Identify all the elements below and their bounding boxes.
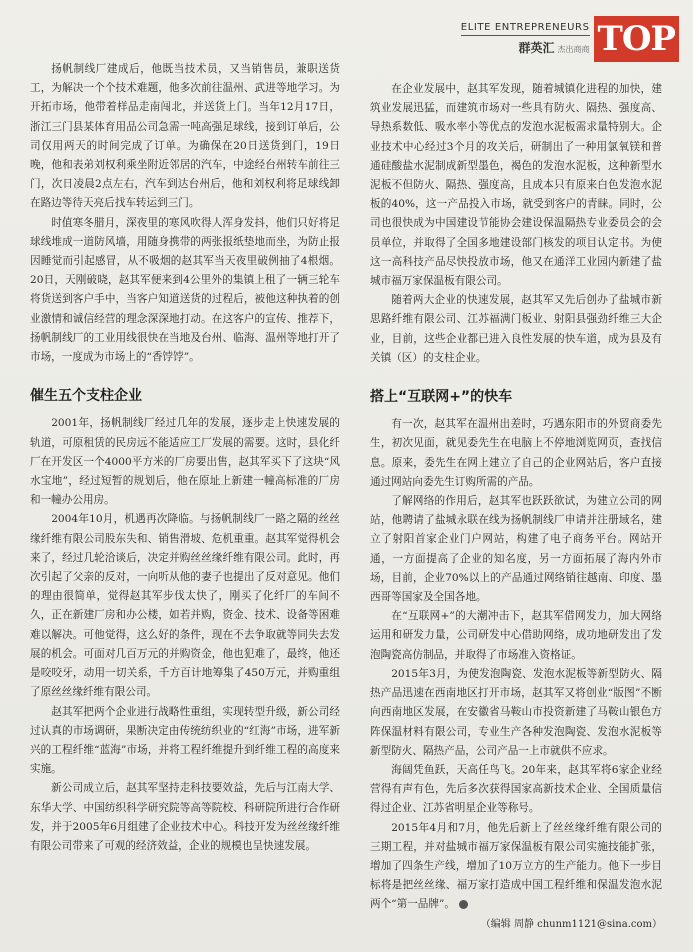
right-paragraph-3: 有一次，赵其军在温州出差时，巧遇东阳市的外贸商委先生，初次见面，就见委先生在电脑上不停地浏览网页，查找信息。原来，委先生在网上建立了自己的企业网站后，客户直接通过网站向委先生订购所需的产品。 (370, 418, 662, 488)
right-paragraph-8-text: 2015年4月和7月，他先后新上了丝丝缘纤维有限公司的三期工程，并对盐城市福万家保温板有限公司实施技能扩张，增加了四条生产线，增加了10万立方的生产能力。他下一步目标将是把丝丝缘、福万家打造成中国工程纤维和保温发泡水泥两个“第一品牌”。 (370, 821, 662, 911)
right-paragraph-7: 海阔凭鱼跃，天高任鸟飞。20年来，赵其军将6家企业经营得有声有色，先后多次获得国家高新技术企业、全国质量信得过企业、江苏省明星企业等称号。 (370, 763, 662, 815)
left-paragraph-1: 扬帆制线厂建成后，他既当技术员，又当销售员，兼职送货工，为解决一个个技术难题，他多次前往温州、武进等地学习。为开拓市场，他带着样品走南闯北，并送货上门。当年12月17日，浙江三门县某体育用品公司急需一吨高强足球线，接到订单后，公司仅用两天的时间完成了订单。为确保在20日送货到门，19日晚，他和表弟刘权利乘坐附近邻居的汽车，中途经台州转车前往三门，次日凌晨2点左右，汽车到达台州后，他和刘权利将足球线卸在路边等待天亮后找车转运到三门。 (30, 63, 340, 210)
end-mark-icon (459, 900, 468, 909)
left-paragraph-2: 时值寒冬腊月，深夜里的寒风吹得人浑身发抖，他们只好将足球线堆成一道防风墙，用随身携带的两张报纸垫地而坐，为防止报因睡觉而引起感冒，从不吸烟的赵其军当天夜里破例抽了4根烟。20日，天刚破晓，赵其军便来到4公里外的集镇上租了一辆三轮车将货送到客户手中，当客户知道送货的过程后，被他这种执着的创业激情和诚信经营的理念深深地打动。在这客户的宣传、推荐下，扬帆制线厂的工业用线很快在当地及台州、临海、温州等地打开了市场，一度成为市场上的“香饽饽”。 (30, 216, 340, 364)
right-column (370, 80, 662, 934)
right-paragraph-5: 在“互联网+”的大潮冲击下，赵其军借网发力，加大网络运用和研发力量，公司研发中心借助网络，成功地研发出了发泡陶瓷高仿制品，并取得了市场准入资格证。 (370, 610, 662, 661)
right-section-heading: 搭上“互联网+”的快车 (370, 389, 513, 406)
right-paragraph-8 (370, 819, 662, 915)
top-badge: TOP (594, 16, 679, 62)
brand-text (461, 16, 594, 62)
left-paragraph-6: 新公司成立后，赵其军坚持走科技要效益，先后与江南大学、东华大学、中国纺织科学研究院等高等院校、科研院所进行合作研发，并于2005年6月组建了企业技术中心。科技开发为丝丝缘纤维有限公司带来了可观的经济效益，企业的规模也呈快速发展。 (30, 782, 340, 852)
left-paragraph-4: 2004年10月，机遇再次降临。与扬帆制线厂一路之隔的丝丝缘纤维有限公司股东失和、销售滑坡、危机重重。赵其军觉得机会来了，经过几轮洽谈后，决定并购丝丝缘纤维有限公司。此时，再次引起了父亲的反对，一向听从他的妻子也提出了反对意见。他们的理由很简单，觉得赵其军步伐太快了，刚买了化纤厂的车间不久，正在新建厂房和办公楼，如若并购，资金、技术、设备等困难难以解决。可他觉得，这么好的条件，现在不去争取就等同失去发展的机会。可面对几百万元的并购资金，他也犯难了，最终，他还是咬咬牙，动用一切关系，千方百计地筹集了450万元，并购重组了原丝丝缘纤维有限公司。 (30, 513, 340, 699)
right-paragraph-6: 2015年3月，为使发泡陶瓷、发泡水泥板等新型防火、隔热产品迅速在西南地区打开市场，赵其军又将创业“版图”不断向西南地区发展，在安徽省马鞍山市投资新建了马鞍山银色方阵保温材料有限公司，专业生产各种发泡陶瓷、发泡水泥板等新型防火、隔热产品，公司产品一上市就供不应求。 (370, 667, 662, 757)
brand-header (461, 16, 679, 62)
right-paragraph-1: 在企业发展中，赵其军发现，随着城镇化进程的加快，建筑业发展迅猛，而建筑市场对一些具有防火、隔热、强度高、导热系数低、吸水率小等优点的发泡水泥板需求量特别大。企业技术中心经过3个月的攻关后，研制出了一种用氯氧镁和普通硅酸盐水泥制成新型墨色，褐色的发泡水泥板，这种新型水泥板不但防火、隔热、强度高，且成本只有原来白色发泡水泥板的40%，这一产品投入市场，就受到客户的青睐。同时，公司也很快成为中国建设节能协会建设保温隔热专业委员会的会员单位，并取得了全国多地建设部门核发的项目认定书。为使这一高科技产品尽快投放市场，他又在通洋工业园内新建了盐城市福万家保温板有限公司。 (370, 83, 662, 288)
left-paragraph-5: 赵其军把两个企业进行战略性重组，实现转型升级，新公司经过认真的市场调研，果断决定由传统纺织业的“红海”市场，进军新兴的工程纤维“蓝海”市场，并将工程纤维提升到纤维工程的高度来实施。 (30, 705, 340, 776)
editor-credit: （编辑 周静 chunm1121@sina.com） (480, 918, 662, 930)
brand-chinese-sub: 杰出商商 (557, 45, 590, 54)
right-paragraph-4: 了解网络的作用后，赵其军也跃跃欲试，为建立公司的网站，他聘请了盐城永联在线为扬帆制线厂申请并注册域名，建立了射阳首家企业门户网站，构建了电子商务平台。网站开通，一方面提高了企业的知名度，另一方面拓展了海内外市场，目前，企业70%以上的产品通过网络销往越南、印度、墨西哥等国家及全国各地。 (370, 495, 662, 604)
brand-english: ELITE ENTREPRENEURS (461, 22, 590, 36)
left-paragraph-3: 2001年，扬帆制线厂经过几年的发展，逐步走上快速发展的轨道，可原租赁的民房远不能适应工厂发展的需要。这时，县化纤厂在开发区一个4000平方米的厂房要出售，赵其军买下了这块“风水宝地”，经过短暂的规划后，他在原址上新建一幢高标准的厂房和一幢办公用房。 (30, 417, 340, 507)
brand-chinese (461, 39, 590, 56)
left-section-heading: 催生五个支柱企业 (30, 388, 142, 405)
left-column (30, 60, 340, 856)
right-paragraph-2: 随着两大企业的快速发展，赵其军又先后创办了盐城市新思路纤维有限公司、江苏福满门板业、射阳县强劲纤维三大企业，目前，这些企业都已进入良性发展的快车道，成为县及有关镇（区）的支柱企业。 (370, 294, 662, 364)
brand-chinese-main: 群英汇 (518, 41, 555, 55)
